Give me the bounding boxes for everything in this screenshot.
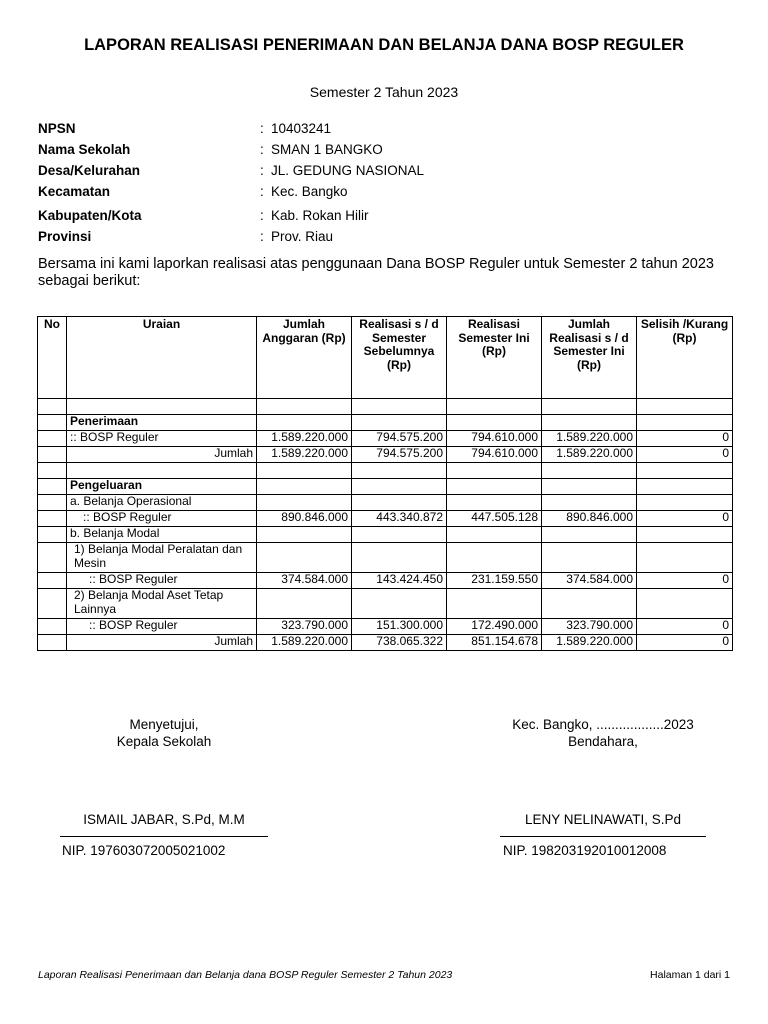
cell-anggaran: 1.589.220.000 [257,635,352,651]
info-label: Desa/Kelurahan [38,163,141,178]
cell-selisih: 0 [637,635,733,651]
info-colon: : [260,208,264,223]
info-colon: : [260,163,264,178]
cell-uraian: Jumlah [67,635,257,651]
info-label: Nama Sekolah [38,142,131,157]
info-value: Kab. Rokan Hilir [271,208,369,223]
cell-ini: 231.159.550 [447,573,542,589]
treasurer-nip: NIP. 198203192010012008 [503,843,667,858]
cell-anggaran: 1.589.220.000 [257,447,352,463]
principal-title: Kepala Sekolah [116,734,212,749]
principal-nip: NIP. 197603072005021002 [62,843,226,858]
section-label: Pengeluaran [67,479,257,495]
table-row-peralatan-label [38,543,733,573]
report-title: LAPORAN REALISASI PENERIMAAN DAN BELANJA DANA BOSP REGULER [84,36,684,54]
info-label: Kecamatan [38,184,111,199]
info-value: Prov. Riau [271,229,334,244]
cell-ini: 172.490.000 [447,619,542,635]
table-row-jumlah-pengeluaran [38,635,733,651]
info-label: Provinsi [38,229,92,244]
intro-paragraph: Bersama ini kami laporkan realisasi atas penggunaan Dana BOSP Reguler untuk Semester 2 tahun 2023 sebagai berikut: [38,256,714,289]
cell-jumlah: 1.589.220.000 [542,635,637,651]
footer-title: Laporan Realisasi Penerimaan dan Belanja dana BOSP Reguler Semester 2 Tahun 2023 [38,969,453,981]
info-value: JL. GEDUNG NASIONAL [271,163,425,178]
info-value: SMAN 1 BANGKO [271,142,383,157]
header-realisasi-sebelum: Realisasi s / d Semester Sebelumnya (Rp) [352,317,447,399]
treasurer-title: Bendahara, [568,734,638,749]
cell-uraian: :: BOSP Reguler [67,619,257,635]
realization-table [37,316,733,651]
page-number: Halaman 1 dari 1 [650,969,730,981]
cell-uraian: :: BOSP Reguler [67,431,257,447]
approval-label: Menyetujui, [129,717,199,732]
info-label: NPSN [38,121,76,136]
cell-uraian: a. Belanja Operasional [67,495,257,511]
signature-line-left [60,836,268,837]
info-value: 10403241 [271,121,332,136]
cell-anggaran: 323.790.000 [257,619,352,635]
cell-anggaran: 1.589.220.000 [257,431,352,447]
table-row-jumlah-penerimaan [38,447,733,463]
cell-sebelum: 738.065.322 [352,635,447,651]
report-subtitle: Semester 2 Tahun 2023 [309,84,459,100]
table-row [38,511,733,527]
cell-sebelum: 794.575.200 [352,447,447,463]
cell-sebelum: 443.340.872 [352,511,447,527]
signature-line-right [500,836,706,837]
table-row-operasional-label [38,495,733,511]
info-row-desa [38,163,738,181]
cell-jumlah: 890.846.000 [542,511,637,527]
header-uraian: Uraian [67,317,257,399]
table-row-empty [38,463,733,479]
table-row-empty [38,399,733,415]
cell-anggaran: 374.584.000 [257,573,352,589]
info-row-kecamatan [38,184,738,202]
info-colon: : [260,121,264,136]
cell-uraian: 1) Belanja Modal Peralatan dan Mesin [67,543,257,573]
table-row [38,573,733,589]
cell-selisih: 0 [637,619,733,635]
principal-name: ISMAIL JABAR, S.Pd, M.M [83,812,245,827]
cell-sebelum: 151.300.000 [352,619,447,635]
header-anggaran: Jumlah Anggaran (Rp) [257,317,352,399]
cell-uraian: :: BOSP Reguler [67,511,257,527]
info-row-npsn [38,121,738,139]
cell-ini: 794.610.000 [447,447,542,463]
cell-uraian: 2) Belanja Modal Aset Tetap Lainnya [67,589,257,619]
cell-jumlah: 374.584.000 [542,573,637,589]
section-label: Penerimaan [67,415,257,431]
cell-selisih: 0 [637,511,733,527]
cell-jumlah: 1.589.220.000 [542,431,637,447]
signature-left-heading [60,716,268,750]
cell-sebelum: 794.575.200 [352,431,447,447]
info-colon: : [260,142,264,157]
cell-selisih: 0 [637,431,733,447]
cell-uraian: b. Belanja Modal [67,527,257,543]
cell-jumlah: 323.790.000 [542,619,637,635]
cell-uraian: Jumlah [67,447,257,463]
header-selisih: Selisih /Kurang (Rp) [637,317,733,399]
table-row-pengeluaran-label [38,479,733,495]
cell-ini: 794.610.000 [447,431,542,447]
info-colon: : [260,229,264,244]
cell-jumlah: 1.589.220.000 [542,447,637,463]
cell-selisih: 0 [637,573,733,589]
info-label: Kabupaten/Kota [38,208,142,223]
treasurer-name: LENY NELINAWATI, S.Pd [524,812,682,827]
header-realisasi-ini: Realisasi Semester Ini (Rp) [447,317,542,399]
info-row-nama-sekolah [38,142,738,160]
signature-right-heading [500,716,706,750]
table-row-aset-label [38,589,733,619]
table-header-row [38,317,733,399]
cell-sebelum: 143.424.450 [352,573,447,589]
table-row-penerimaan-label [38,415,733,431]
info-row-provinsi [38,229,738,247]
info-value: Kec. Bangko [271,184,348,199]
header-jumlah-realisasi: Jumlah Realisasi s / d Semester Ini (Rp) [542,317,637,399]
table-row-modal-label [38,527,733,543]
cell-selisih: 0 [637,447,733,463]
cell-ini: 851.154.678 [447,635,542,651]
table-row [38,619,733,635]
cell-ini: 447.505.128 [447,511,542,527]
cell-anggaran: 890.846.000 [257,511,352,527]
info-colon: : [260,184,264,199]
table-row [38,431,733,447]
cell-uraian: :: BOSP Reguler [67,573,257,589]
header-no: No [38,317,67,399]
info-row-kabupaten [38,208,738,226]
place-date: Kec. Bangko, ..................2023 [512,717,694,732]
